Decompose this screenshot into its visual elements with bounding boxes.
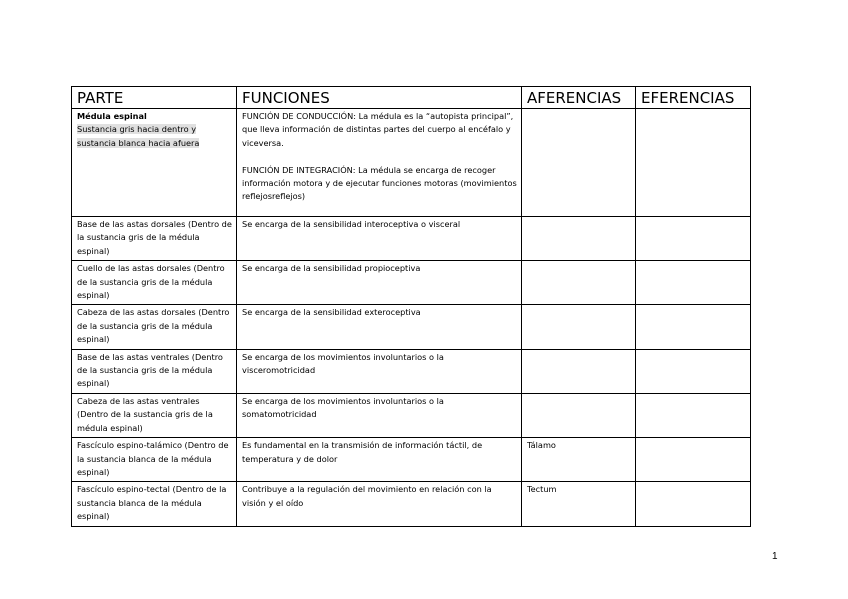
table-row bbox=[72, 305, 751, 349]
table-row bbox=[72, 217, 751, 261]
cell-parte: Cuello de las astas dorsales (Dentro de la sustancia gris de la médula espinal) bbox=[72, 261, 237, 305]
cell-eferencias bbox=[636, 261, 751, 305]
funcion-conduccion: FUNCIÓN DE CONDUCCIÓN: La médula es la “autopista principal”, que lleva información de distintas partes del cuerpo al encéfalo y viceversa. bbox=[242, 111, 514, 148]
cell-parte: Cabeza de las astas dorsales (Dentro de la sustancia gris de la médula espinal) bbox=[72, 305, 237, 349]
cell-aferencias bbox=[522, 217, 636, 261]
header-aferencias: AFERENCIAS bbox=[522, 87, 636, 109]
cell-parte: Base de las astas ventrales (Dentro de la sustancia gris de la médula espinal) bbox=[72, 349, 237, 393]
cell-aferencias: Tectum bbox=[522, 482, 636, 526]
table-row bbox=[72, 393, 751, 437]
page-number: 1 bbox=[772, 551, 778, 562]
cell-parte: Base de las astas dorsales (Dentro de la sustancia gris de la médula espinal) bbox=[72, 217, 237, 261]
cell-aferencias bbox=[522, 305, 636, 349]
cell-aferencias bbox=[522, 109, 636, 217]
cell-parte: Fascículo espino-tectal (Dentro de la sustancia blanca de la médula espinal) bbox=[72, 482, 237, 526]
cell-funciones: Contribuye a la regulación del movimiento en relación con la visión y el oído bbox=[237, 482, 522, 526]
cell-aferencias bbox=[522, 349, 636, 393]
header-funciones: FUNCIONES bbox=[237, 87, 522, 109]
cell-funciones: Se encarga de los movimientos involuntarios o la somatomotricidad bbox=[237, 393, 522, 437]
cell-funciones: Se encarga de la sensibilidad propioceptiva bbox=[237, 261, 522, 305]
table-row bbox=[72, 482, 751, 526]
cell-aferencias bbox=[522, 393, 636, 437]
cell-parte: Fascículo espino-talámico (Dentro de la sustancia blanca de la médula espinal) bbox=[72, 438, 237, 482]
table-row bbox=[72, 261, 751, 305]
funcion-integracion: FUNCIÓN DE INTEGRACIÓN: La médula se encarga de recoger información motora y de ejecutar funciones motoras (movimientos reflejosreflejos) bbox=[242, 164, 517, 202]
cell-funciones: Se encarga de la sensibilidad interoceptiva o visceral bbox=[237, 217, 522, 261]
paragraph-spacer bbox=[242, 150, 517, 163]
table-row bbox=[72, 109, 751, 217]
cell-funciones: Se encarga de la sensibilidad exteroceptiva bbox=[237, 305, 522, 349]
cell-funciones bbox=[237, 109, 522, 217]
cell-eferencias bbox=[636, 349, 751, 393]
table-row bbox=[72, 438, 751, 482]
cell-eferencias bbox=[636, 438, 751, 482]
cell-parte bbox=[72, 109, 237, 217]
cell-eferencias bbox=[636, 482, 751, 526]
cell-parte: Cabeza de las astas ventrales (Dentro de la sustancia gris de la médula espinal) bbox=[72, 393, 237, 437]
cell-eferencias bbox=[636, 393, 751, 437]
anatomy-table bbox=[71, 86, 751, 527]
cell-eferencias bbox=[636, 109, 751, 217]
header-eferencias: EFERENCIAS bbox=[636, 87, 751, 109]
cell-eferencias bbox=[636, 217, 751, 261]
cell-aferencias: Tálamo bbox=[522, 438, 636, 482]
parte-highlight: sustancia blanca hacia afuera bbox=[77, 137, 200, 148]
table-header-row bbox=[72, 87, 751, 109]
cell-funciones: Se encarga de los movimientos involuntarios o la visceromotricidad bbox=[237, 349, 522, 393]
table-row bbox=[72, 349, 751, 393]
header-parte: PARTE bbox=[72, 87, 237, 109]
parte-title: Médula espinal bbox=[77, 111, 147, 121]
parte-highlight: Sustancia gris hacia dentro y bbox=[77, 124, 197, 135]
cell-funciones: Es fundamental en la transmisión de información táctil, de temperatura y de dolor bbox=[237, 438, 522, 482]
cell-eferencias bbox=[636, 305, 751, 349]
cell-aferencias bbox=[522, 261, 636, 305]
